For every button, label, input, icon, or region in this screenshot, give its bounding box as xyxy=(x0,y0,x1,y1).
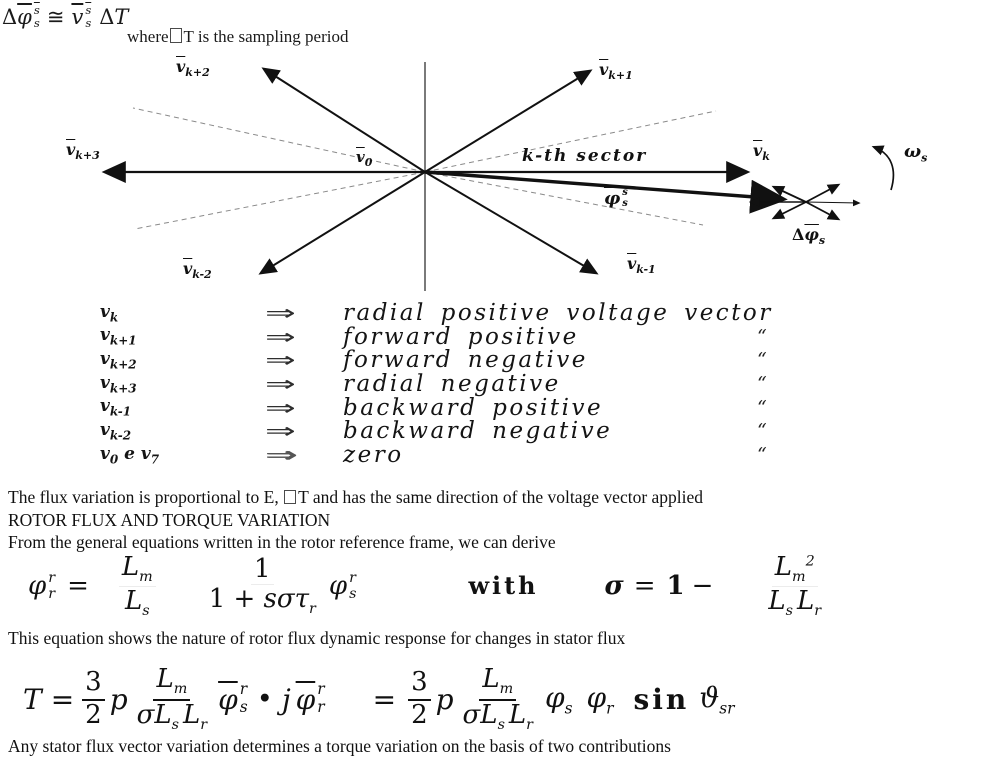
vector-vkm1 xyxy=(425,172,596,273)
dot-product: • xyxy=(257,686,272,712)
flux-variation-formula: Δ $\overline{\varphi}$ $\overline{s}$ s ≅ $\overline{v}$ $\overline{s}$ s Δ T xyxy=(2,3,129,31)
label-vk: $\overline{v}_k$ xyxy=(753,141,770,164)
ditto-mark: “ xyxy=(757,396,767,419)
legend-row xyxy=(100,299,773,326)
label-vk1: $\overline{v}_{k+1}$ xyxy=(599,60,633,83)
fraction: $\frac{L_m^2}{L_s L_r}$ xyxy=(768,552,822,619)
legend-description: backward positive xyxy=(343,394,604,421)
rotation-arrow xyxy=(874,147,893,190)
legend-description: forward negative xyxy=(343,347,588,374)
legend-row xyxy=(100,325,767,349)
solid-arrow-icon: ⇒ xyxy=(265,442,296,467)
paragraph-line: This equation shows the nature of rotor flux dynamic response for changes in stator flux xyxy=(8,628,626,648)
vector-legend xyxy=(100,299,773,468)
label-flux-variation: $\Delta\overline{\varphi}_s$ xyxy=(792,225,826,248)
legend-symbol: $v_{k+1}$ xyxy=(100,325,137,348)
label-kth-sector: k-th sector xyxy=(522,146,648,166)
fraction: $\frac{L_m}{L_s}$ xyxy=(119,553,156,618)
label-v0: $\overline{v}_0$ xyxy=(356,148,373,169)
fraction: $\frac{3}{2}$ xyxy=(82,668,105,729)
legend-symbol: $v_0$ e $v_7$ xyxy=(100,443,160,467)
legend-description: radial positive voltage vector xyxy=(343,299,773,326)
double-arrow-icon: ⇒ xyxy=(265,348,296,373)
missing-glyph-box xyxy=(284,490,296,504)
legend-row xyxy=(100,348,767,372)
ditto-mark: “ xyxy=(757,420,767,443)
double-arrow-icon: ⇒ xyxy=(265,324,296,349)
delta-symbol: Δ xyxy=(2,5,18,30)
double-arrow-icon: ⇒ xyxy=(265,371,296,396)
voltage-vector-diagram xyxy=(0,0,1001,300)
paragraph-line: The flux variation is proportional to E, T and has the same direction of the voltage vector applied xyxy=(8,487,704,507)
fraction: $\frac{3}{2}$ xyxy=(408,668,431,729)
flux-variation-star xyxy=(751,185,859,219)
legend-row xyxy=(100,443,767,467)
paragraph-line: From the general equations written in the rotor reference frame, we can derive xyxy=(8,532,556,553)
sin-word: sin xyxy=(633,682,690,716)
rotor-flux-equation: φ r r = $\frac{L_m}{L_s}$ $\frac{1}{1 + s\sigma\tau_r}$ φ r s with σ = 1 − $\frac{L_m^2}{L_s L_r}$ xyxy=(28,554,824,618)
legend-row xyxy=(100,372,767,396)
double-arrow-icon: ⇒ xyxy=(265,300,296,325)
label-vk3: $\overline{v}_{k+3}$ xyxy=(66,140,100,163)
legend-description: backward negative xyxy=(343,418,613,445)
fraction: $\frac{1}{1 + s\sigma\tau_r}$ xyxy=(208,553,316,618)
sector-boundary-lower-left xyxy=(135,172,425,229)
legend-symbol: $v_{k+3}$ xyxy=(100,372,137,396)
legend-row xyxy=(100,419,767,443)
congruent-symbol: ≅ xyxy=(46,5,65,30)
paragraph-line: Any stator flux vector variation determines a torque variation on the basis of two contributions xyxy=(8,736,671,756)
vector-vk2 xyxy=(264,69,425,172)
ditto-mark: “ xyxy=(757,325,767,348)
label-vkm1: $\overline{v}_{k-1}$ xyxy=(627,254,656,277)
stator-flux-vector xyxy=(425,172,781,199)
sector-boundary-lower-right xyxy=(425,172,703,225)
label-vk2: $\overline{v}_{k+2}$ xyxy=(176,57,210,80)
sector-boundary-upper-left xyxy=(133,108,425,172)
legend-symbol: $v_{k+2}$ xyxy=(100,349,137,372)
ditto-mark: “ xyxy=(757,443,767,466)
body-paragraph xyxy=(8,486,703,554)
ditto-mark: “ xyxy=(757,349,767,372)
double-arrow-icon: ⇒ xyxy=(265,419,296,444)
legend-symbol: $v_k$ xyxy=(100,301,119,325)
legend-description: forward positive xyxy=(343,323,579,350)
label-vkm2: $\overline{v}_{k-2}$ xyxy=(183,259,212,282)
legend-symbol: $v_{k-2}$ xyxy=(100,420,132,443)
fraction: $\frac{L_m}{\sigma L_s L_r}$ xyxy=(462,664,534,733)
legend-description: radial negative xyxy=(343,370,561,397)
legend-description: zero xyxy=(343,441,404,468)
label-stator-flux: $\overline{\varphi}$ s s xyxy=(604,187,628,210)
double-arrow-icon: ⇒ xyxy=(265,395,296,420)
legend-symbol: $v_{k-1}$ xyxy=(100,396,132,419)
legend-row xyxy=(100,396,767,420)
sampling-period-note: where T is the sampling period xyxy=(127,27,349,46)
vector-vkm2 xyxy=(261,172,425,273)
ditto-mark: “ xyxy=(757,372,767,395)
label-omega: $\omega_s$ xyxy=(904,141,928,165)
torque-equation: T = $\frac{3}{2}$ p $\frac{L_m}{\sigma L_s L_r}$ $\overline{\varphi}$ r s • j $\overline{\varphi}$ r r = $\frac{3}{2}$ p $\frac{L_m}{\sigma L_s L_r}$ $\varphi_s$ $\varphi_r$ sin $ϑ_{sr}$ xyxy=(23,664,735,733)
with-word: with xyxy=(468,572,539,600)
section-heading: ROTOR FLUX AND TORQUE VARIATION xyxy=(8,509,331,530)
fraction: $\frac{L_m}{\sigma L_s L_r}$ xyxy=(136,664,208,733)
